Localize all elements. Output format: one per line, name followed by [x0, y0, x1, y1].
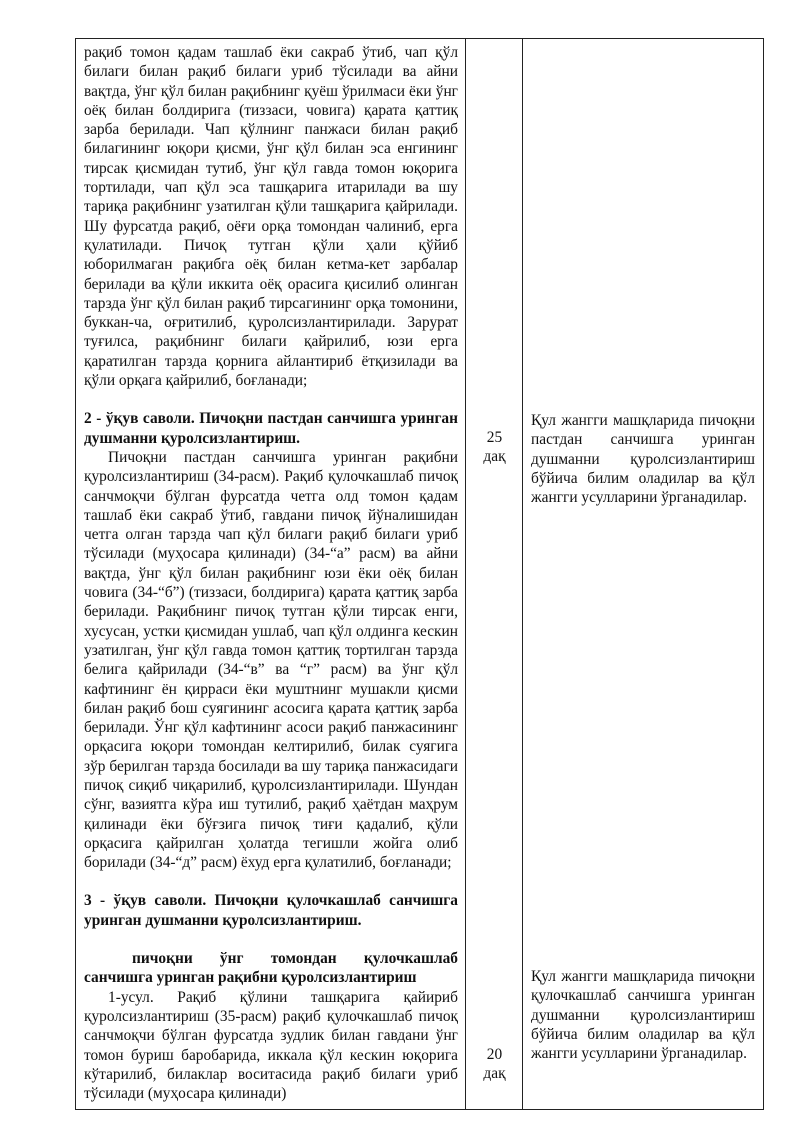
content-cell — [76, 39, 466, 1110]
block-2-outcome: Қул жангги машқларида пичоқни пастдан санчишга уринган душманни қуролсизлантириш бўйича билим оладилар ва қўл жангги усулларини ўрганадилар. — [531, 412, 755, 507]
block-2-minutes: 25 — [486, 429, 503, 446]
subheading: пичоқни ўнг томондан қулочкашлаб санчишга уринган рақибни қуролсизлантириш — [84, 950, 458, 987]
paragraph-2: Пичоқни пастдан санчишга уринган рақибни қуролсизлантириш (34-расм). Рақиб қулочкашлаб пичоқ санчмоқчи бўлган фурсатда четга олд томон қадам ташлаб ёки сакраб ўтиб, гавдани пичоқ йўналишидан четга олган тарзда чап қўл билаги рақиб билаги уриб тўсилади (муҳосара қилинади) (34-“а” расм) ва айни вақтда, ўнг қўл билан рақибнинг юзи ёки оёқ билан човига (34-“б”) (тиззаси, болдирига) қарата қаттиқ зарба берилади. Рақибнинг пичоқ тутган қўли тирсак енги, хусусан, устки қисмидан ушлаб, чап қўл олдинга кескин узатилган, ўнг қўл гавда томон қаттиқ тортилган тарзда белига қайрилади (34-“в” ва “г” расм) ва ўнг қўл кафтининг ён қирраси ёки муштнинг мушакли қисми билан рақиб бош суягининг асосига қарата қаттиқ зарба берилади. Ўнг қўл кафтининг асоси рақиб панжасининг орқасига юқори томондан келтирилиб, билак суягига зўр берилган тарзда босилади ва шу тариқа панжасидаги пичоқ сиқиб чиқарилиб, қуролсизлантирилади. Шундан сўнг, вазиятга кўра иш тутилиб, рақиб ҳаётдан маҳрум қилинади ёки бўғзига пичоқ тиғи қадалиб, қўли орқасига қайрилган ҳолатда тегишли жойга олиб борилади (34-“д” расм) ёхуд ерга қулатилиб, боғланади; — [84, 448, 458, 872]
study-question-3-heading: 3 - ўқув саволи. Пичоқни қулочкашлаб санчишга уринган душманни қуролсизлантириш. — [84, 892, 458, 929]
lesson-plan-table — [75, 38, 764, 1110]
minutes-cell — [466, 39, 523, 1110]
paragraph-1: рақиб томон қадам ташлаб ёки сакраб ўтиб, чап қўл билаги билан рақиб билаги уриб тўсилади ва айни вақтда, ўнг қўл билан рақибнинг қуёш ўрилмаси ёки ўнг оёқ билан болдирига (тиззаси, човига) қарата қаттиқ зарба берилади. Чап қўлнинг панжаси билан рақиб билагининг юқори қисми, ўнг қўл билан эса енгининг тирсак қисмидан тутиб, ўнг қўл гавда томон юқорига тортилади, чап қўл эса ташқарига итарилади ва шу тариқа рақибнинг узатилган қўли ташқарига қайрилади. Шу фурсатда рақиб, оёғи орқа томондан чалиниб, ерга қулатилади. Пичоқ тутган қўли ҳали қўйиб юборилмаган рақибга оёқ билан кетма-кет зарбалар берилади ва қўли иккита оёқ орасига қисилиб олинган тарзда ўнг қўл билан рақиб тирсагининг орқа томонини, буккан-ча, оғритилиб, қуролсизлантирилади. Зарурат туғилса, рақибнинг билаги қайрилиб, юзи ерга қаратилган тарзда қорнига айлантириб ётқизилади ва қўли орқага қайрилиб, боғланади; — [84, 44, 458, 390]
study-question-2-heading: 2 - ўқув саволи. Пичоқни пастдан санчишга уринган душманни қуролсизлантириш. — [84, 410, 458, 447]
outcomes-cell — [523, 39, 764, 1110]
block-3-outcome: Қул жангги машқларида пичоқни қулочкашлаб санчишга уринган душманни қуролсизлантириш бўйича билим оладилар ва қўл жангги усулларини ўрганадилар. — [531, 968, 755, 1063]
content-text — [76, 39, 465, 1103]
block-2-unit: дақ — [483, 448, 506, 466]
block-3-minutes: 20 — [486, 1046, 503, 1063]
block-3-unit: дақ — [483, 1065, 506, 1083]
table-row — [76, 39, 764, 1110]
paragraph-3: 1-усул. Рақиб қўлини ташқарига қайириб қуролсизлантириш (35-расм) рақиб қулочкашлаб пичоқ санчмоқчи бўлган фурсатда зудлик билан гавдани ўнг томон буриш баробарида, иккала қўл кескин юқорига кўтарилиб, билаклар воситасида рақиб билаги уриб тўсилади (муҳосара қилинади) — [84, 988, 458, 1103]
